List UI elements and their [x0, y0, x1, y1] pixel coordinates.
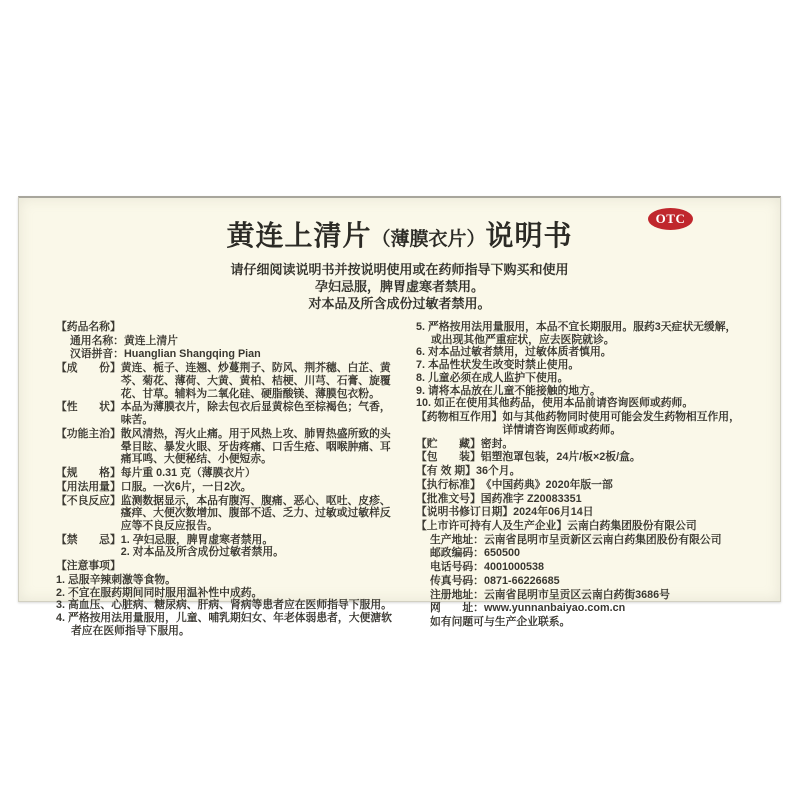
- section-text: [121, 321, 401, 334]
- text-row: [416, 321, 744, 410]
- section-label: 【执行标准】: [416, 478, 481, 491]
- notice-line: 请仔细阅读说明书并按说明使用或在药师指导下购买和使用: [230, 262, 569, 277]
- text-line: 如有问题可与生产企业联系。: [430, 616, 571, 629]
- numbered-item: 6. 对本品过敏者禁用，过敏体质者慎用。: [416, 346, 612, 359]
- numbered-item: 9. 请将本品放在儿童不能接触的地方。: [416, 384, 601, 397]
- section-text: [121, 362, 401, 400]
- text-row: [416, 547, 744, 560]
- text-row: [416, 616, 744, 629]
- left-column: [56, 320, 401, 638]
- text-line: 口服。一次6片，一日2次。: [120, 480, 252, 493]
- text-line: 2024年06月14日: [513, 506, 594, 519]
- section-label: 【上市许可持有人及生产企业】: [416, 520, 568, 533]
- section-text: [121, 481, 401, 494]
- section-text: [481, 451, 744, 464]
- text-line: 密封。: [480, 437, 514, 450]
- section-label: 【药品名称】: [56, 321, 121, 333]
- text-row: [56, 574, 401, 638]
- numbered-item: 8. 儿童必须在成人监护下使用。: [416, 371, 569, 384]
- text-line: 36个月。: [475, 465, 521, 478]
- numbered-item: 1. 忌服辛辣刺激等食物。: [56, 573, 176, 586]
- text-line: 通用名称：黄连上清片: [70, 334, 178, 347]
- text-row: [416, 506, 744, 519]
- text-row: [416, 602, 744, 615]
- text-row: [56, 481, 401, 494]
- text-line: 如与其他药物同时使用可能会发生药物相互作用，详情请咨询医师或药师。: [502, 411, 740, 436]
- section-text: [416, 589, 744, 602]
- drug-insert-leaflet: [18, 196, 781, 637]
- text-row: [416, 520, 744, 533]
- text-line: 国药准字 Z20083351: [480, 492, 582, 505]
- text-row: [56, 401, 401, 426]
- section-label: 【包 装】: [416, 451, 481, 464]
- section-label: 【用法用量】: [56, 480, 121, 493]
- section-label: 【药物相互作用】: [416, 411, 503, 424]
- section-text: [416, 561, 744, 574]
- title-form-paren: （薄膜衣片）: [371, 229, 486, 250]
- text-row: [416, 575, 744, 588]
- text-row: [416, 465, 744, 478]
- right-column: [416, 320, 744, 638]
- section-text: [121, 495, 401, 533]
- section-text: [121, 560, 401, 573]
- section-text: [416, 575, 744, 588]
- text-row: [416, 411, 744, 436]
- section-text: [56, 335, 401, 348]
- section-text: [416, 616, 744, 629]
- text-row: [56, 428, 401, 466]
- section-label: 【注意事项】: [56, 560, 121, 573]
- usage-notices: [19, 261, 780, 312]
- section-text: [481, 479, 744, 492]
- section-text: [121, 428, 401, 466]
- numbered-item: 4. 严格按用法用量服用，儿童、哺乳期妇女、年老体弱患者，大便溏软者应在医师指导下服用。: [56, 612, 392, 637]
- numbered-item: 5. 严格按用法用量服用，本品不宜长期服用。服药3天症状无缓解，或出现其他严重症状，应去医院就诊。: [416, 321, 737, 346]
- content-columns: [19, 320, 780, 638]
- text-line: 网 址：www.yunnanbaiyao.com.cn: [430, 602, 626, 615]
- section-label: 【批准文号】: [416, 492, 481, 505]
- section-text: [416, 602, 744, 615]
- title-drug-name: 黄连上清片: [226, 220, 372, 251]
- text-line: 每片重 0.31 克（薄膜衣片）: [120, 467, 256, 480]
- notice-line: 对本品及所含成份过敏者禁用。: [308, 296, 491, 311]
- section-label: 【规 格】: [56, 467, 121, 480]
- text-line: 《中国药典》2020年版一部: [480, 478, 613, 491]
- section-text: [416, 547, 744, 560]
- text-line: 传真号码：0871-66226685: [430, 574, 560, 587]
- notice-line: 孕妇忌服，脾胃虚寒者禁用。: [314, 279, 484, 294]
- text-row: [56, 495, 401, 533]
- section-text: [416, 321, 744, 410]
- section-label: 【禁 忌】: [56, 533, 121, 546]
- section-text: [416, 534, 744, 547]
- text-row: [416, 589, 744, 602]
- text-row: [416, 438, 744, 451]
- text-line: 本品为薄膜衣片，除去包衣后显黄棕色至棕褐色；气香，味苦。: [120, 401, 391, 427]
- section-text: [56, 574, 401, 638]
- numbered-item: 2. 对本品及所含成份过敏者禁用。: [120, 546, 284, 559]
- section-text: [481, 438, 744, 451]
- text-row: [56, 348, 401, 361]
- numbered-item: 2. 不宜在服药期间同时服用温补性中成药。: [56, 586, 263, 599]
- numbered-item: 7. 本品性状发生改变时禁止使用。: [416, 359, 580, 372]
- text-line: 黄连、栀子、连翘、炒蔓荆子、防风、荆芥穗、白芷、黄芩、菊花、薄荷、大黄、黄柏、桔梗、川芎、石膏、旋覆花、甘草。辅料为二氧化硅、硬脂酸镁、薄膜包衣粉。: [120, 362, 391, 400]
- section-text: [567, 520, 744, 533]
- section-label: 【成 份】: [56, 362, 121, 375]
- text-row: [56, 335, 401, 348]
- text-line: 云南白药集团股份有限公司: [567, 520, 697, 533]
- otc-badge: OTC: [648, 208, 693, 230]
- text-line: 监测数据显示，本品有腹泻、腹痛、恶心、呕吐、皮疹、瘙痒、大便次数增加、腹部不适、乏力、过敏或过敏样反应等不良反应报告。: [120, 494, 391, 533]
- text-row: [416, 534, 744, 547]
- text-row: [416, 479, 744, 492]
- section-label: 【说明书修订日期】: [416, 506, 514, 519]
- section-label: 【性 状】: [56, 401, 121, 414]
- text-row: [56, 467, 401, 480]
- text-line: 邮政编码：650500: [430, 547, 521, 560]
- section-label: 【贮 藏】: [416, 437, 481, 450]
- section-text: [121, 401, 401, 426]
- section-text: [121, 534, 401, 559]
- text-row: [416, 561, 744, 574]
- numbered-item: 1. 孕妇忌服，脾胃虚寒者禁用。: [120, 533, 274, 546]
- section-label: 【功能主治】: [56, 427, 121, 440]
- section-text: [481, 493, 744, 506]
- text-line: 注册地址：云南省昆明市呈贡区云南白药街3686号: [430, 588, 670, 601]
- section-label: 【不良反应】: [56, 494, 121, 507]
- text-row: [56, 321, 401, 334]
- text-line: 铝塑泡罩包装，24片/板×2板/盒。: [480, 451, 641, 464]
- text-row: [416, 493, 744, 506]
- text-row: [56, 362, 401, 400]
- section-text: [502, 411, 744, 436]
- section-text: [513, 506, 744, 519]
- section-text: [476, 465, 744, 478]
- text-line: 汉语拼音：Huanglian Shangqing Pian: [70, 348, 261, 361]
- section-text: [121, 467, 401, 480]
- text-line: 生产地址：云南省昆明市呈贡新区云南白药集团股份有限公司: [430, 533, 722, 546]
- numbered-item: 10. 如正在使用其他药品，使用本品前请咨询医师或药师。: [416, 397, 694, 410]
- title-suffix: 说明书: [485, 220, 573, 251]
- numbered-item: 3. 高血压、心脏病、糖尿病、肝病、肾病等患者应在医师指导下服用。: [56, 599, 392, 612]
- text-row: [56, 534, 401, 559]
- section-label: 【有 效 期】: [416, 465, 476, 478]
- text-row: [56, 560, 401, 573]
- section-text: [56, 348, 401, 361]
- text-row: [416, 451, 744, 464]
- text-line: 散风清热，泻火止痛。用于风热上攻、肺胃热盛所致的头晕目眩、暴发火眼、牙齿疼痛、口舌生疮、咽喉肿痛、耳痛耳鸣、大便秘结、小便短赤。: [120, 427, 391, 466]
- text-line: 电话号码：4001000538: [430, 561, 545, 574]
